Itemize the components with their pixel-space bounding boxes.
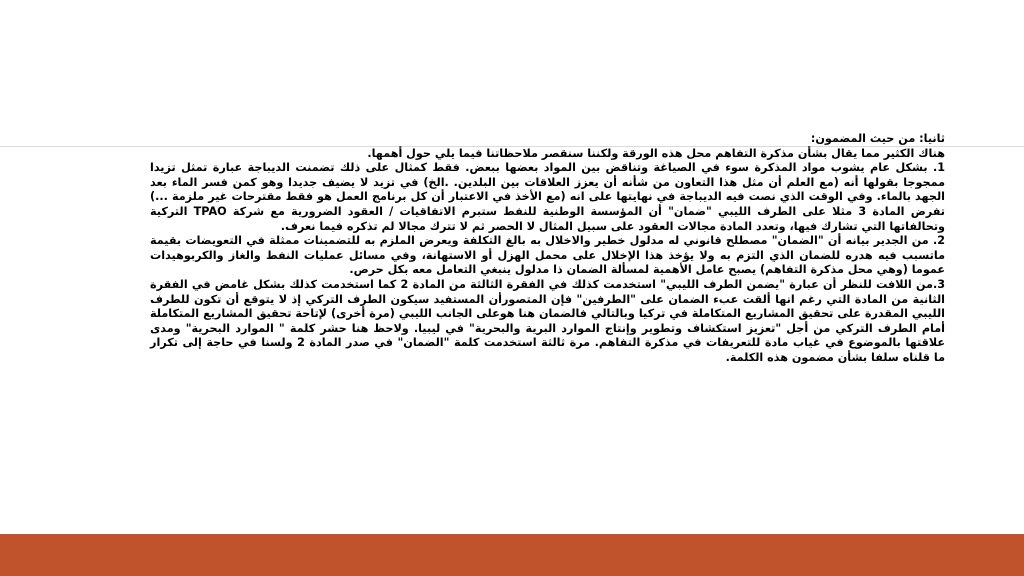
footer-band bbox=[0, 534, 1024, 576]
intro-paragraph: هناك الكثير مما يقال بشأن مذكرة التفاهم محل هذه الورقة ولكننا سنقصر ملاحظاتنا فيما يلي حول أهمها. bbox=[367, 146, 945, 160]
point-3-paragraph: 3.من اللافت للنظر أن عبارة "يضمن الطرف الليبي" استخدمت كذلك في الفقرة الثالثة من المادة 2 كما استخدمت كذلك بشكل غامض في الفقرة الثانية من المادة التي رغم انها ألقت عبء الضمان على "الطرفين" فإن المتصورأن المستفيد سيكون الطرف التركي إذ لا يتوقع أن تكون للطرف الليبي المقدرة على تحقيق المشاريع المتكاملة في تركيا وبالتالي فالضمان هنا هوعلى الجانب الليبي (مرة أخرى) لإتاحة تحقيق المشاريع المتكاملة أمام الطرف التركي من أجل "تعزيز استكشاف وتطوير وإنتاج الموارد البرية والبحرية" في ليبيا. ولاحظ هنا حشر كلمة " الموارد البحرية" ومدى علاقتها بالموضوع في غياب مادة للتعريفات في مذكرة التفاهم. مرة ثالثة استخدمت كلمة "الضمان" في صدر المادة 2 ولسنا في حاجة إلى تكرار ما قلناه سلفا بشأن مضمون هذه الكلمة. bbox=[150, 277, 945, 364]
section-heading: ثانيا: من حيث المضمون: bbox=[810, 132, 945, 145]
point-1-paragraph: 1. بشكل عام يشوب مواد المذكرة سوء في الصياغة وتناقض بين المواد بعضها ببعض. فقط كمثال على ذلك تضمنت الديباجة عبارة تمثل تزيدا ممجوجا بقولها أنه (مع العلم أن مثل هذا التعاون من شأنه أن يعزز العلاقات بين البلدين. .الخ) في تزيد لا يضيف جديدا وهو كمن فسر الماء بعد الجهد بالماء. وفي الوقت الذي نصت فيه الديباجة في نهايتها على انه (مع الأخذ في الاعتبار أن كل برنامج العمل هو فقط مقترحات غير ملزمة ...) تفرض المادة 3 مثلا على الطرف الليبي "ضمان" أن المؤسسة الوطنية للنفط ستبرم الاتفاقيات / العقود الضرورية مع شركة TPAO التركية وتحالفاتها التي تشارك فيها، وتعدد المادة مجالات العقود على سبيل المثال لا الحصر ثم لا تترك مجالا لم تذكره فيما نعرف. bbox=[150, 161, 945, 233]
point-2-paragraph: 2. من الجدير بيانه أن "الضمان" مصطلح قانوني له مدلول خطير والاخلال به بالغ التكلفة ويعرض الملزم به للتضمينات ممثلة في التعويضات بقيمة ماتسبب فيه هدره للضمان الذي التزم به ولا يؤخذ هذا الإخلال على محمل الهزل أو الاستهانة، وفي مسائل عمليات النفط والغاز والكربوهيدات عموما (وهي محل مذكرة التفاهم) يصبح عامل الأهمية لمسألة الضمان ذا مدلول ينبغي التعامل معه بكل حرص. bbox=[150, 234, 945, 277]
slide-body bbox=[150, 132, 945, 366]
